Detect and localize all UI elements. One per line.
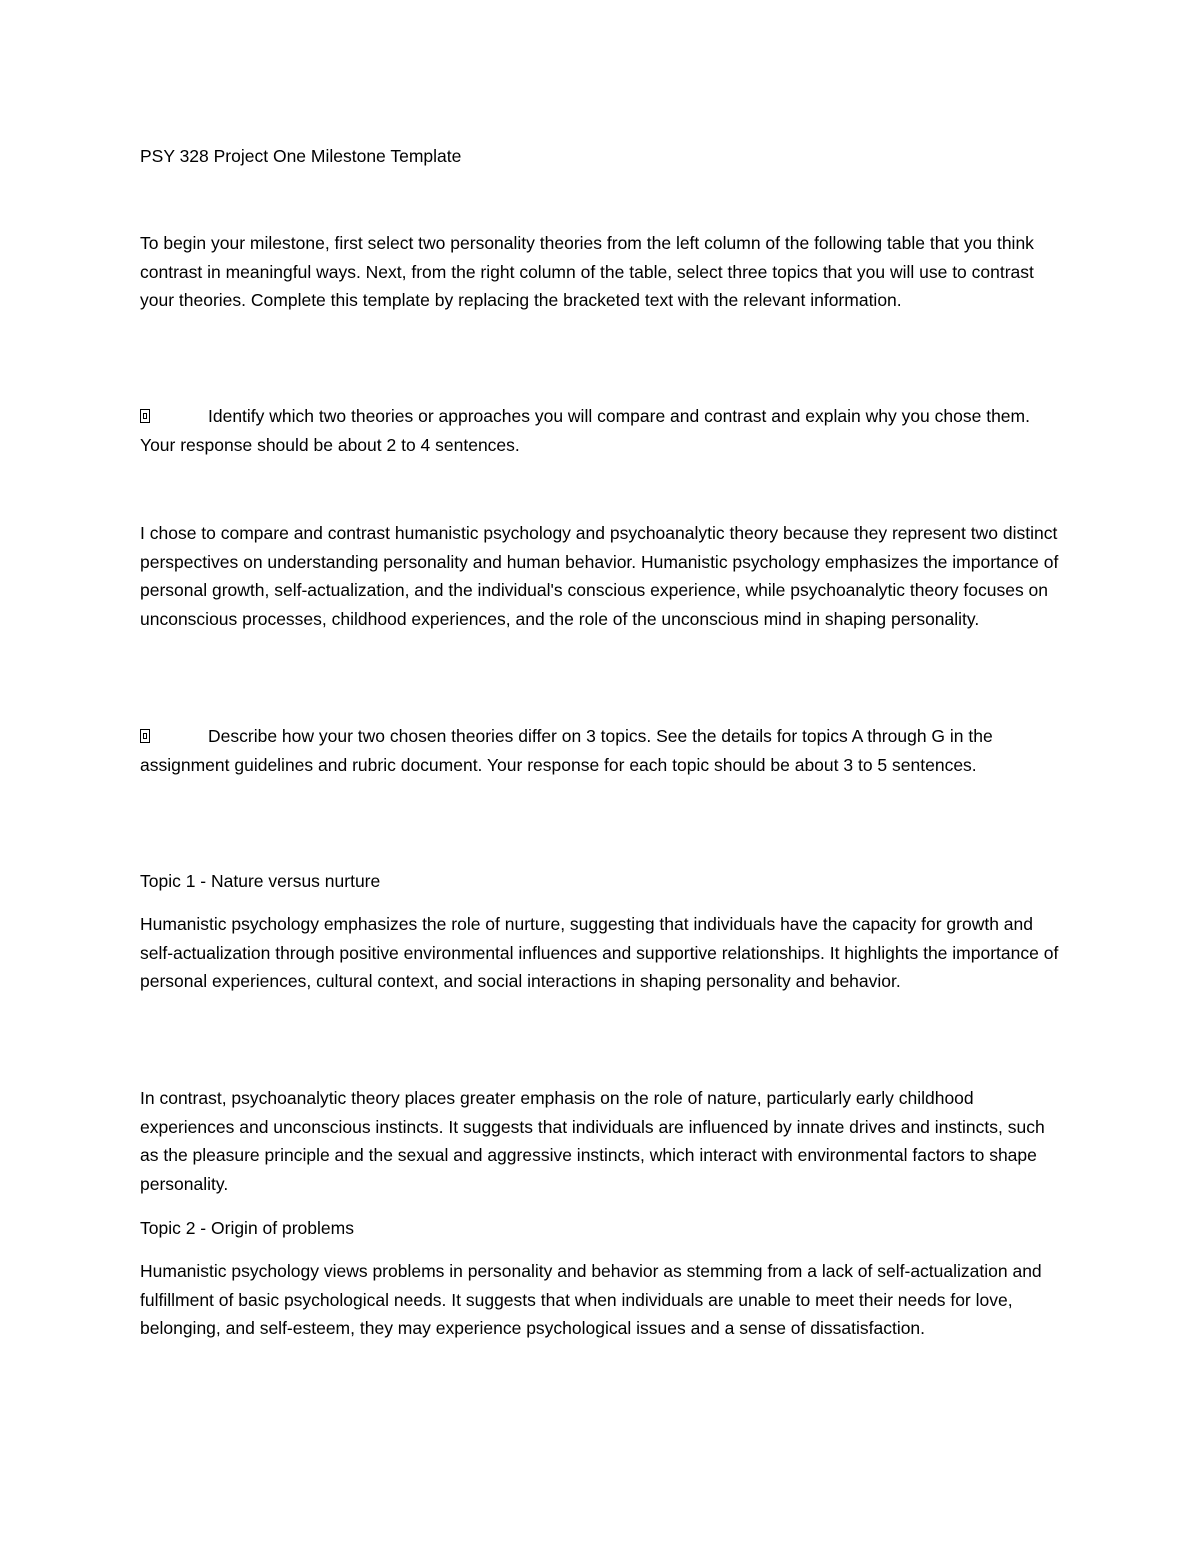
document-title: PSY 328 Project One Milestone Template: [140, 146, 462, 166]
topic-1-paragraph-1: Humanistic psychology emphasizes the role of nurture, suggesting that individuals have the capacity for growth and self-actualization through positive environmental influences and supportive relationships. It highlights the importance of personal experiences, cultural context, and social interactions in shaping personality and behavior.: [140, 914, 1059, 991]
prompt-1-text: Identify which two theories or approaches you will compare and contrast and explain why you chose them. Your response should be about 2 to 4 sentences.: [140, 406, 1030, 455]
prompt-2-text: Describe how your two chosen theories differ on 3 topics. See the details for topics A through G in the assignment guidelines and rubric document. Your response for each topic should be about 3 to 5 sentences.: [140, 726, 993, 775]
topic-1-paragraph-2: In contrast, psychoanalytic theory places greater emphasis on the role of nature, particularly early childhood experiences and unconscious instincts. It suggests that individuals are influenced by innate drives and instincts, such as the pleasure principle and the sexual and aggressive instincts, which interact with environmental factors to shape personality.: [140, 1088, 1045, 1194]
bullet-icon: [140, 409, 150, 423]
answer-1-paragraph: I chose to compare and contrast humanistic psychology and psychoanalytic theory because they represent two distinct perspectives on understanding personality and human behavior. Humanistic psychology emphasizes the importance of personal growth, self-actualization, and the individual's conscious experience, while psychoanalytic theory focuses on unconscious processes, childhood experiences, and the role of the unconscious mind in shaping personality.: [140, 523, 1059, 629]
topic-2-paragraph-1: Humanistic psychology views problems in personality and behavior as stemming from a lack of self-actualization and fulfillment of basic psychological needs. It suggests that when individuals are unable to meet their needs for love, belonging, and self-esteem, they may experience psychological issues and a sense of dissatisfaction.: [140, 1261, 1042, 1338]
prompt-2: [140, 722, 1060, 779]
prompt-1: [140, 402, 1060, 459]
intro-paragraph: To begin your milestone, first select two personality theories from the left column of the following table that you think contrast in meaningful ways. Next, from the right column of the table, select three topics that you will use to contrast your theories. Complete this template by replacing the bracketed text with the relevant information.: [140, 233, 1034, 310]
topic-1-heading: Topic 1 - Nature versus nurture: [140, 871, 381, 891]
bullet-icon: [140, 729, 150, 743]
topic-2-heading: Topic 2 - Origin of problems: [140, 1218, 354, 1238]
